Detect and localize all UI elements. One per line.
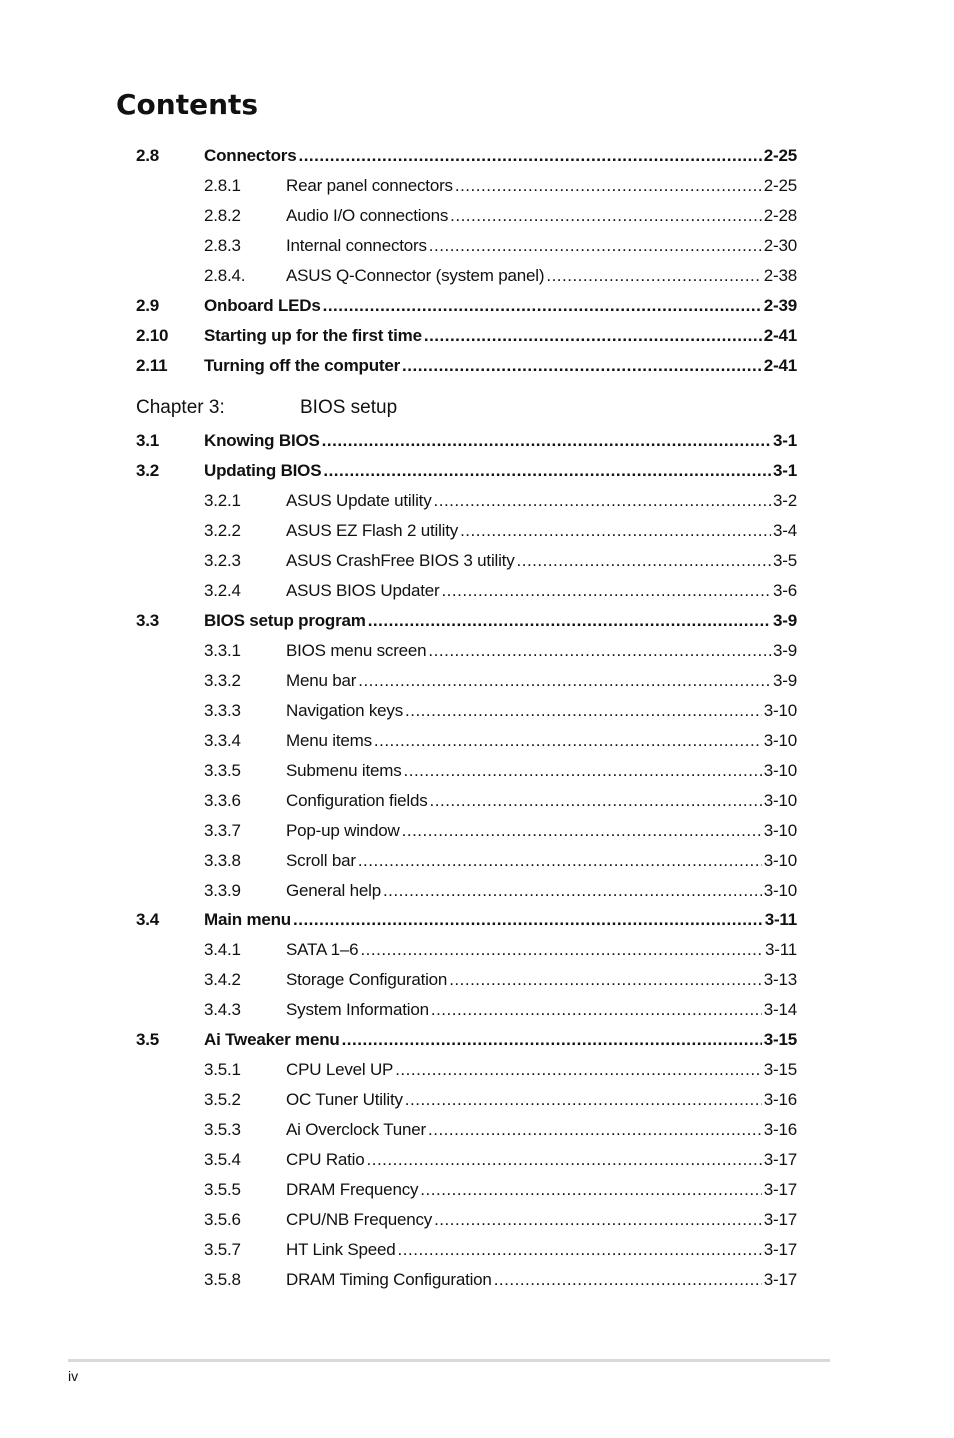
dot-leader (404, 761, 762, 781)
dot-leader (424, 326, 762, 346)
toc-entry-label: Updating BIOS (204, 461, 322, 481)
toc-entry-line (286, 1240, 797, 1260)
toc-entry-number: 3.2.1 (204, 491, 241, 511)
toc-entry-number: 2.8.2 (204, 205, 241, 225)
toc-subsection-entry[interactable] (0, 261, 954, 291)
toc-entry-number: 3.3.1 (204, 641, 241, 661)
toc-entry-line (286, 206, 797, 226)
toc-subsection-entry[interactable] (0, 1235, 954, 1265)
toc-entry-page: 3-5 (773, 551, 797, 571)
toc-subsection-entry[interactable] (0, 546, 954, 576)
toc-entry-page: 3-10 (763, 880, 797, 900)
toc-entry-number: 3.5.4 (204, 1149, 241, 1169)
footer-page-number: iv (68, 1368, 79, 1384)
dot-leader (322, 431, 771, 451)
toc-entry-label: OC Tuner Utility (286, 1090, 403, 1110)
toc-entry-page: 2-41 (763, 325, 797, 345)
toc-entry-number: 3.5.3 (204, 1120, 241, 1140)
toc-entry-line (286, 266, 797, 286)
toc-entry-number: 3.5.8 (204, 1269, 241, 1289)
toc-entry-line (204, 910, 797, 930)
toc-entry-number: 3.3.7 (204, 820, 241, 840)
toc-entry-number: 3.3.6 (204, 790, 241, 810)
toc-subsection-entry[interactable] (0, 696, 954, 726)
toc-entry-label: Pop-up window (286, 820, 400, 840)
toc-entry-number: 3.3.9 (204, 880, 241, 900)
toc-entry-label: ASUS EZ Flash 2 utility (286, 521, 459, 541)
toc-entry-line (204, 326, 797, 346)
toc-entry-page: 3-6 (773, 581, 797, 601)
toc-entry-label: Main menu (204, 910, 291, 930)
toc-entry-page: 3-10 (763, 850, 797, 870)
footer-divider (68, 1359, 830, 1362)
toc-entry-number: 3.4.2 (204, 970, 241, 990)
toc-entry-number: 3.5.7 (204, 1239, 241, 1259)
toc-entry-label: DRAM Timing Configuration (286, 1269, 492, 1289)
toc-entry-page: 3-10 (763, 730, 797, 750)
toc-subsection-entry[interactable] (0, 816, 954, 846)
toc-subsection-entry[interactable] (0, 965, 954, 995)
toc-entry-label: Ai Overclock Tuner (286, 1120, 427, 1140)
dot-leader (402, 821, 762, 841)
toc-entry-number: 3.5 (136, 1030, 160, 1050)
toc-entry-line (286, 821, 797, 841)
toc-entry-label: ASUS Q-Connector (system panel) (286, 265, 545, 285)
dot-leader (342, 1030, 762, 1050)
dot-leader (405, 1090, 762, 1110)
dot-leader (517, 551, 772, 571)
toc-subsection-entry[interactable] (0, 1115, 954, 1145)
toc-section-entry[interactable] (0, 456, 954, 486)
dot-leader (431, 1000, 762, 1020)
toc-subsection-entry[interactable] (0, 1205, 954, 1235)
dot-leader (429, 236, 762, 256)
toc-section-entry[interactable] (0, 1025, 954, 1055)
toc-entry-label: System Information (286, 1000, 429, 1020)
toc-entry-number: 3.3.8 (204, 850, 241, 870)
dot-leader (428, 641, 771, 661)
toc-entry-number: 2.8.4. (204, 265, 246, 285)
toc-entry-line (286, 851, 797, 871)
dot-leader (434, 1210, 762, 1230)
toc-entry-page: 3-17 (763, 1209, 797, 1229)
toc-entry-page: 3-9 (773, 611, 797, 631)
toc-entry-page: 3-11 (765, 940, 797, 960)
toc-entry-page: 3-16 (763, 1120, 797, 1140)
dot-leader (323, 296, 762, 316)
chapter-label: Chapter 3: (136, 396, 225, 418)
toc-subsection-entry[interactable] (0, 231, 954, 261)
dot-leader (405, 701, 762, 721)
toc-entry-page: 3-9 (773, 641, 797, 661)
dot-leader (455, 176, 762, 196)
toc-subsection-entry[interactable] (0, 486, 954, 516)
toc-entry-page: 2-38 (763, 265, 797, 285)
toc-entry-number: 3.5.1 (204, 1060, 241, 1080)
toc-entry-label: Starting up for the first time (204, 325, 422, 345)
toc-section-entry[interactable] (0, 606, 954, 636)
toc-entry-page: 2-39 (763, 295, 797, 315)
dot-leader (383, 881, 762, 901)
dot-leader (298, 146, 761, 166)
toc-entry-line (204, 356, 797, 376)
toc-subsection-entry[interactable] (0, 995, 954, 1025)
dot-leader (449, 970, 762, 990)
toc-entry-number: 2.8.1 (204, 175, 241, 195)
toc-subsection-entry[interactable] (0, 756, 954, 786)
toc-entry-label: Navigation keys (286, 700, 404, 720)
toc-entry-number: 3.3.3 (204, 700, 241, 720)
toc-entry-page: 3-15 (763, 1060, 797, 1080)
toc-entry-number: 3.1 (136, 431, 160, 451)
toc-section-entry[interactable] (0, 291, 954, 321)
dot-leader (441, 581, 771, 601)
toc-section-entry[interactable] (0, 321, 954, 351)
dot-leader (460, 521, 771, 541)
toc-entry-page: 3-11 (764, 910, 797, 930)
toc-subsection-entry[interactable] (0, 1175, 954, 1205)
toc-entry-page: 3-17 (763, 1149, 797, 1169)
toc-entry-label: Menu items (286, 730, 372, 750)
toc-entry-page: 2-28 (763, 205, 797, 225)
dot-leader (546, 266, 761, 286)
toc-entry-number: 3.3.2 (204, 670, 241, 690)
toc-entry-page: 3-10 (763, 790, 797, 810)
toc-entry-page: 3-9 (773, 670, 797, 690)
toc-entry-label: Onboard LEDs (204, 295, 321, 315)
toc-entry-label: DRAM Frequency (286, 1179, 419, 1199)
toc-entry-line (286, 940, 797, 960)
toc-entry-line (286, 1270, 797, 1290)
toc-entry-line (286, 176, 797, 196)
toc-entry-page: 2-25 (763, 175, 797, 195)
dot-leader (367, 1150, 762, 1170)
dot-leader (368, 611, 771, 631)
toc-section-entry[interactable] (0, 141, 954, 171)
toc-entry-page: 3-13 (763, 970, 797, 990)
toc-entry-label: SATA 1–6 (286, 940, 359, 960)
toc-entry-label: BIOS menu screen (286, 641, 427, 661)
toc-entry-number: 2.10 (136, 325, 169, 345)
toc-entry-number: 3.2.2 (204, 521, 241, 541)
toc-entry-number: 3.5.6 (204, 1209, 241, 1229)
toc-entry-line (286, 1120, 797, 1140)
dot-leader (434, 491, 772, 511)
toc-entry-page: 2-41 (763, 355, 797, 375)
toc-entry-label: Storage Configuration (286, 970, 448, 990)
toc-entry-line (286, 551, 797, 571)
toc-entry-label: Configuration fields (286, 790, 428, 810)
toc-subsection-entry[interactable] (0, 1145, 954, 1175)
toc-entry-number: 3.5.2 (204, 1090, 241, 1110)
dot-leader (402, 356, 762, 376)
toc-subsection-entry[interactable] (0, 666, 954, 696)
dot-leader (358, 671, 771, 691)
toc-entry-line (204, 461, 797, 481)
toc-entry-number: 2.8.3 (204, 235, 241, 255)
toc-entry-label: ASUS Update utility (286, 491, 432, 511)
toc-subsection-entry[interactable] (0, 1055, 954, 1085)
toc-entry-label: Rear panel connectors (286, 175, 453, 195)
toc-entry-page: 2-25 (763, 145, 797, 165)
toc-entry-number: 3.5.5 (204, 1179, 241, 1199)
toc-entry-number: 3.4.1 (204, 940, 241, 960)
dot-leader (323, 461, 771, 481)
toc-entry-label: Turning off the computer (204, 355, 401, 375)
toc-subsection-entry[interactable] (0, 726, 954, 756)
toc-subsection-entry[interactable] (0, 636, 954, 666)
toc-entry-line (204, 1030, 797, 1050)
toc-entry-number: 3.2.3 (204, 551, 241, 571)
toc-entry-line (286, 970, 797, 990)
toc-entry-label: CPU Ratio (286, 1149, 365, 1169)
toc-entry-line (204, 611, 797, 631)
toc-entry-label: Menu bar (286, 670, 357, 690)
toc-entry-label: BIOS setup program (204, 611, 366, 631)
toc-entry-label: CPU Level UP (286, 1060, 394, 1080)
toc-entry-line (286, 761, 797, 781)
toc-entry-line (286, 641, 797, 661)
dot-leader (395, 1060, 762, 1080)
toc-entry-line (286, 491, 797, 511)
toc-entry-line (204, 296, 797, 316)
toc-entry-label: Ai Tweaker menu (204, 1030, 340, 1050)
toc-entry-line (286, 1090, 797, 1110)
toc-subsection-entry[interactable] (0, 786, 954, 816)
toc-entry-line (204, 146, 797, 166)
toc-entry-line (286, 521, 797, 541)
toc-entry-label: General help (286, 880, 381, 900)
toc-entry-page: 3-2 (773, 491, 797, 511)
table-of-contents (0, 141, 954, 1295)
toc-entry-number: 2.11 (136, 355, 168, 375)
toc-entry-line (286, 581, 797, 601)
dot-leader (398, 1240, 762, 1260)
toc-entry-label: ASUS BIOS Updater (286, 581, 440, 601)
dot-leader (450, 206, 762, 226)
toc-entry-page: 3-14 (763, 1000, 797, 1020)
dot-leader (374, 731, 762, 751)
toc-entry-number: 2.9 (136, 295, 160, 315)
toc-entry-line (286, 1210, 797, 1230)
toc-entry-number: 3.2.4 (204, 581, 241, 601)
toc-section-entry[interactable] (0, 906, 954, 936)
toc-entry-label: Knowing BIOS (204, 431, 320, 451)
toc-entry-label: Submenu items (286, 760, 402, 780)
toc-section-entry[interactable] (0, 427, 954, 457)
toc-entry-number: 3.3.5 (204, 760, 241, 780)
toc-entry-label: HT Link Speed (286, 1239, 396, 1259)
toc-entry-label: Internal connectors (286, 235, 427, 255)
chapter-title: BIOS setup (300, 396, 398, 418)
toc-subsection-entry[interactable] (0, 935, 954, 965)
toc-entry-line (286, 1150, 797, 1170)
toc-subsection-entry[interactable] (0, 1265, 954, 1295)
toc-entry-page: 3-17 (763, 1239, 797, 1259)
toc-entry-line (286, 791, 797, 811)
dot-leader (494, 1270, 762, 1290)
toc-entry-page: 3-17 (763, 1179, 797, 1199)
toc-entry-number: 3.3.4 (204, 730, 241, 750)
toc-section-entry[interactable] (0, 351, 954, 381)
dot-leader (420, 1180, 761, 1200)
toc-entry-page: 3-1 (773, 461, 797, 481)
toc-entry-line (286, 701, 797, 721)
toc-entry-number: 3.3 (136, 611, 160, 631)
toc-entry-page: 3-16 (763, 1090, 797, 1110)
toc-subsection-entry[interactable] (0, 876, 954, 906)
toc-entry-page: 3-10 (763, 760, 797, 780)
toc-entry-line (286, 1180, 797, 1200)
dot-leader (293, 910, 763, 930)
chapter-heading (0, 381, 954, 427)
toc-entry-line (286, 881, 797, 901)
toc-subsection-entry[interactable] (0, 846, 954, 876)
toc-subsection-entry[interactable] (0, 516, 954, 546)
toc-subsection-entry[interactable] (0, 576, 954, 606)
toc-entry-line (286, 731, 797, 751)
toc-subsection-entry[interactable] (0, 171, 954, 201)
toc-entry-page: 3-10 (763, 820, 797, 840)
toc-subsection-entry[interactable] (0, 201, 954, 231)
toc-entry-label: CPU/NB Frequency (286, 1209, 433, 1229)
toc-subsection-entry[interactable] (0, 1085, 954, 1115)
toc-entry-number: 3.2 (136, 461, 160, 481)
toc-entry-line (286, 1000, 797, 1020)
dot-leader (358, 851, 762, 871)
toc-entry-page: 3-1 (773, 431, 797, 451)
page-title: Contents (116, 88, 259, 121)
toc-entry-page: 3-17 (763, 1269, 797, 1289)
toc-entry-number: 2.8 (136, 145, 160, 165)
toc-entry-line (286, 671, 797, 691)
toc-entry-page: 3-15 (763, 1030, 797, 1050)
toc-entry-line (286, 236, 797, 256)
toc-entry-label: Connectors (204, 145, 297, 165)
toc-entry-number: 3.4 (136, 910, 160, 930)
toc-entry-label: ASUS CrashFree BIOS 3 utility (286, 551, 515, 571)
toc-entry-label: Audio I/O connections (286, 205, 449, 225)
dot-leader (430, 791, 762, 811)
dot-leader (360, 940, 763, 960)
toc-entry-page: 3-4 (773, 521, 797, 541)
toc-entry-number: 3.4.3 (204, 1000, 241, 1020)
toc-entry-line (204, 431, 797, 451)
dot-leader (428, 1120, 762, 1140)
toc-entry-line (286, 1060, 797, 1080)
toc-entry-label: Scroll bar (286, 850, 356, 870)
toc-entry-page: 3-10 (763, 700, 797, 720)
toc-entry-page: 2-30 (763, 235, 797, 255)
